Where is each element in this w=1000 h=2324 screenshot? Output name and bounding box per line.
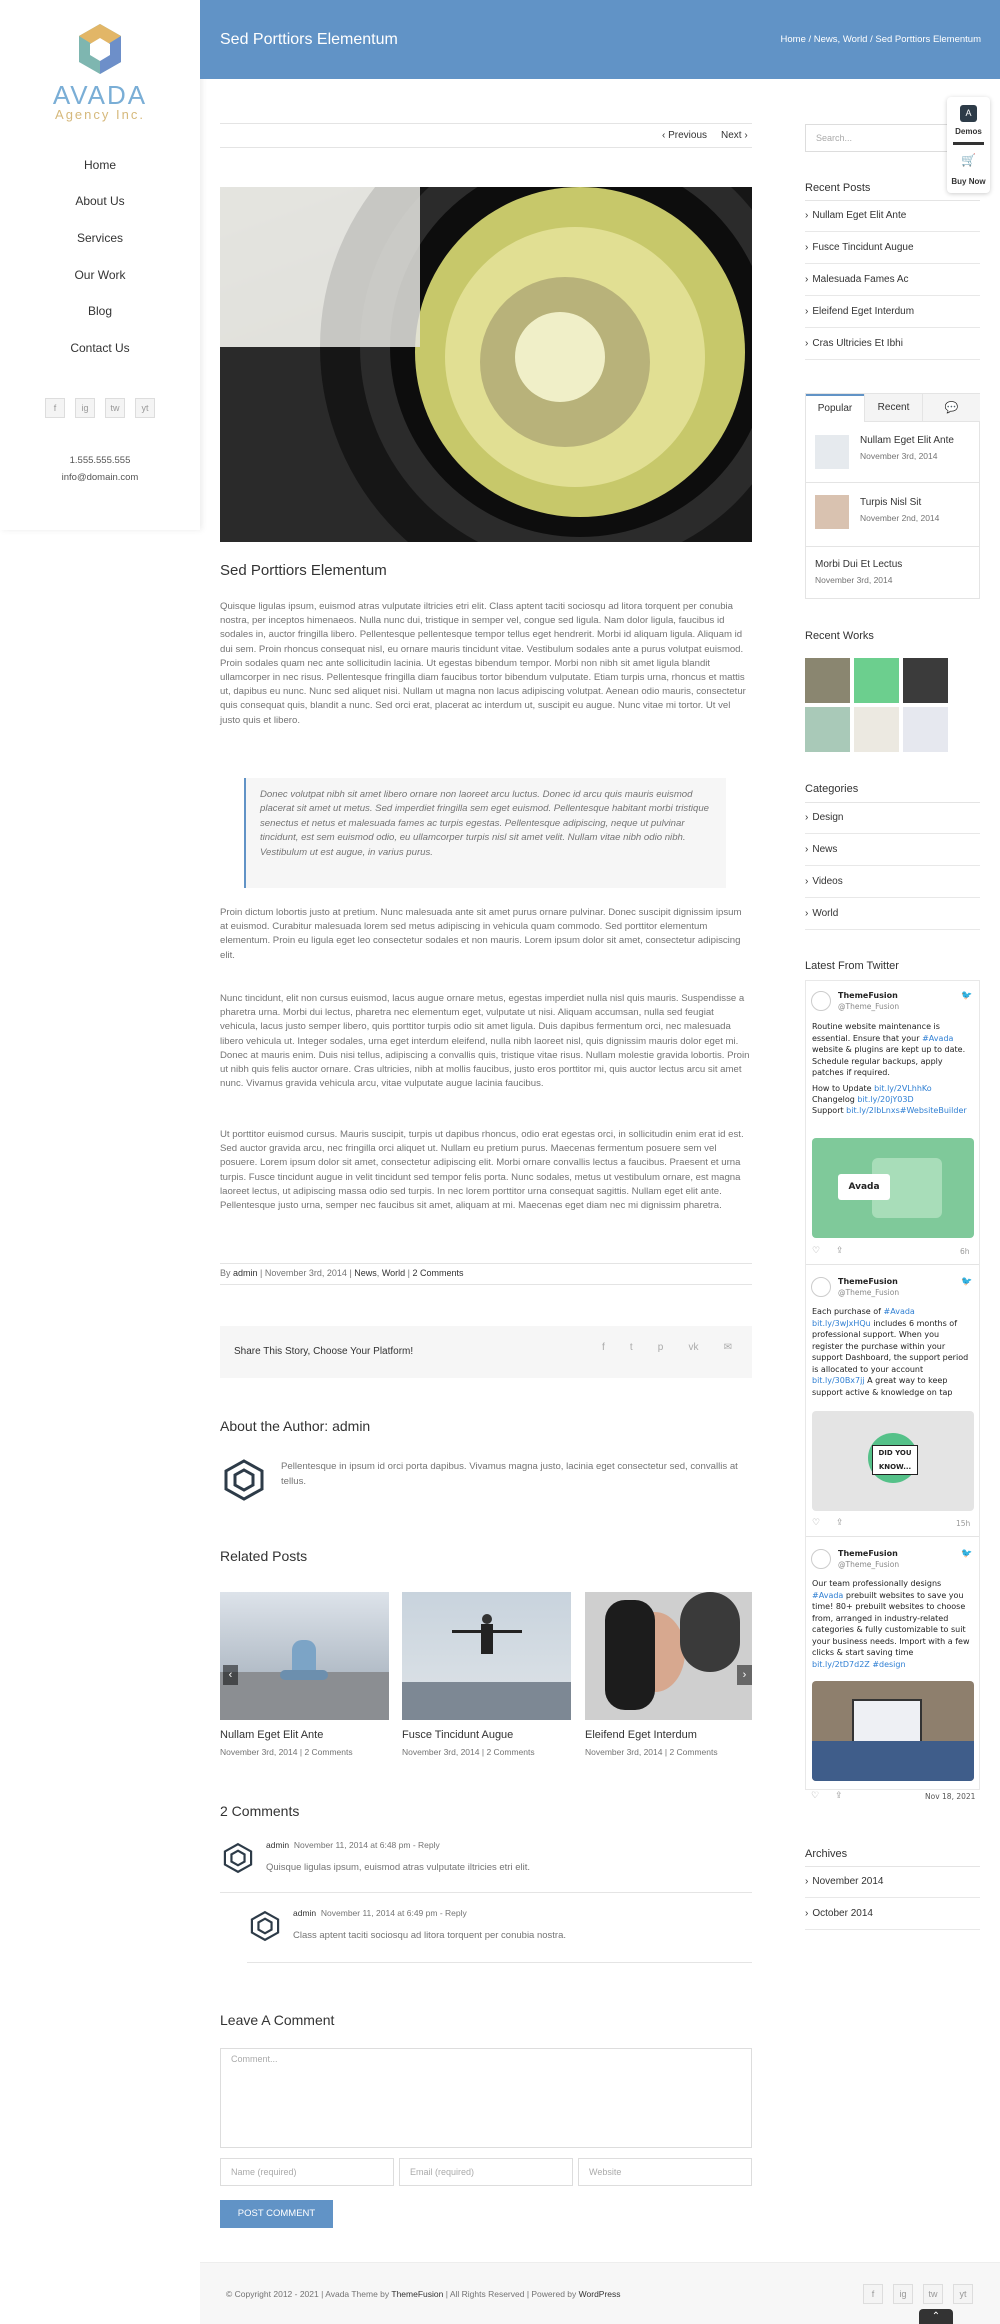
- recent-post-label: Nullam Eget Elit Ante: [812, 210, 907, 221]
- tweet-handle[interactable]: @Theme_Fusion: [838, 1288, 900, 1297]
- footer-facebook-icon[interactable]: f: [863, 2284, 883, 2304]
- share-box: [220, 1326, 752, 1378]
- post-paragraph: Nunc tincidunt, elit non cursus euismod, lacus augue ornare metus, egestas imperdiet nulla nisl quis mauris. Suspendisse a pharetra urna. Morbi dui lectus, pharetra nec elementum eget, vulputate ut nisi. Aliquam accumsan, nulla sed feugiat vehicula, lacus justo semper libero, quis porttitor turpis odio sit amet ligula. Duis dapibus fermentum orci, nec malesuada libero vehicula ut. Integer sodales, urna eget interdum eleifend, nulla nibh laoreet nisl, quis dignissim mauris dolor eget mi. Donec at mauris enim. Duis nisi tellus, adipiscing a convallis quis, tristique vitae risus. Nullam molestie gravida lobortis. Proin ut nibh quis felis auctor ornare. Cras ultricies, nibh at mollis faucibus, justo eros porttitor mi, quis auctor lectus arcu sit amet nunc. Vivamus gravida vehicula arcu, vitae vulputate augue lacinia faucibus.: [220, 993, 750, 1090]
- twitter-bird-icon: 🐦: [961, 991, 973, 1001]
- archive-link[interactable]: › November 2014: [805, 1866, 980, 1898]
- related-comments[interactable]: 2 Comments: [486, 1747, 535, 1757]
- comments-heading: 2 Comments: [220, 1803, 300, 1819]
- share-icon[interactable]: ⇪: [836, 1518, 844, 1528]
- related-post-meta: November 3rd, 2014 | 2 Comments: [220, 1747, 353, 1757]
- reply-link[interactable]: Reply: [445, 1908, 467, 1918]
- related-post-title[interactable]: Eleifend Eget Interdum: [585, 1729, 697, 1741]
- recent-work-thumbnail[interactable]: [903, 707, 948, 752]
- tab-recent[interactable]: Recent: [864, 394, 922, 422]
- logo-name: AVADA: [52, 80, 148, 110]
- floating-panel: [947, 97, 990, 193]
- nav-home[interactable]: Home: [83, 158, 116, 172]
- copyright: [226, 2289, 621, 2299]
- tweet-image[interactable]: [812, 1681, 974, 1781]
- share-vk-icon[interactable]: vk: [688, 1342, 699, 1353]
- recent-work-thumbnail[interactable]: [805, 658, 850, 703]
- tweet-name[interactable]: ThemeFusion: [838, 991, 898, 1000]
- comment-avatar: [249, 1910, 281, 1942]
- comment-date: November 11, 2014 at 6:49 pm: [320, 1908, 438, 1918]
- email[interactable]: info@domain.com: [61, 472, 139, 483]
- recent-post-link[interactable]: › Eleifend Eget Interdum: [805, 296, 980, 328]
- tab-post-title[interactable]: Morbi Dui Et Lectus: [815, 559, 903, 570]
- twitter-heading: Latest From Twitter: [805, 960, 899, 972]
- tweet-text-part: A great way to keep support active & knowledge on tap: [812, 1376, 953, 1397]
- tweet-name[interactable]: ThemeFusion: [838, 1277, 898, 1286]
- breadcrumb-news[interactable]: News: [813, 34, 838, 45]
- tweet-text-part: website & plugins are kept up to date. Schedule regular backups, apply patches if required.: [812, 1045, 966, 1077]
- post-meta: By admin | November 3rd, 2014 | News, World | 2 Comments: [220, 1268, 464, 1278]
- blockquote: Donec volutpat nibh sit amet libero ornare non laoreet arcu luctus. Donec id arcu quis mauris euismod placerat sit amet ut metus. Sed imperdiet fringilla sem eget euismod. Pellentesque habitant morbi tristique senectus et netus et malesuada fames ac turpis egestas. Pellentesque adipiscing, neque ut pulvinar tincidunt, est sem euismod odio, eu ullamcorper turpis nisl sit amet velit. Nullam vitae nibh odio nibh. Vestibulum ut est augue, in varius purus.: [244, 778, 726, 888]
- tweet-link[interactable]: bit.ly/30Bx7jj: [812, 1376, 865, 1385]
- divider: [220, 1892, 752, 1893]
- comment-meta: admin November 11, 2014 at 6:49 pm - Reply: [293, 1908, 467, 1918]
- tweet-hashtag[interactable]: #Avada: [883, 1307, 915, 1316]
- demos-icon[interactable]: A: [960, 105, 977, 122]
- post-featured-image: [220, 187, 752, 542]
- tweet-text-part: Support: [812, 1106, 844, 1115]
- leave-comment-heading: Leave A Comment: [220, 2012, 335, 2028]
- related-post-meta: November 3rd, 2014 | 2 Comments: [585, 1747, 718, 1757]
- share-facebook-icon[interactable]: f: [602, 1342, 605, 1353]
- tweet-image-text: [872, 1445, 918, 1475]
- comment-avatar: [222, 1842, 254, 1874]
- copyright-text: © Copyright 2012 - 2021 | Avada Theme by: [226, 2289, 390, 2299]
- previous-label: Previous: [668, 130, 708, 141]
- meta-category-news[interactable]: News: [354, 1268, 377, 1278]
- tweet-link[interactable]: bit.ly/2IbLnxs#WebsiteBuilder: [846, 1106, 967, 1115]
- footer-youtube-icon[interactable]: yt: [953, 2284, 973, 2304]
- related-post-image[interactable]: [585, 1592, 752, 1720]
- post-title: Sed Porttiors Elementum: [220, 562, 387, 579]
- tab-post-date: November 3rd, 2014: [860, 451, 938, 461]
- share-icon[interactable]: ⇪: [836, 1246, 844, 1256]
- comment-meta: admin November 11, 2014 at 6:48 pm - Reply: [266, 1840, 440, 1850]
- related-posts-heading: Related Posts: [220, 1548, 308, 1564]
- tweet-time[interactable]: 15h: [956, 1519, 971, 1528]
- scroll-to-top-button[interactable]: ⌃: [919, 2309, 953, 2324]
- breadcrumb-world[interactable]: World: [842, 34, 868, 45]
- meta-comments-link[interactable]: 2 Comments: [412, 1268, 464, 1278]
- divider: [953, 142, 984, 145]
- recent-work-thumbnail[interactable]: [903, 658, 948, 703]
- page-title: Sed Porttiors Elementum: [220, 31, 398, 48]
- footer-instagram-icon[interactable]: ig: [893, 2284, 913, 2304]
- tweet-hashtag[interactable]: #design: [872, 1659, 906, 1669]
- tweet-text-part: Routine website maintenance is essential. Ensure that your: [812, 1022, 940, 1043]
- tweet-hashtag[interactable]: #Avada: [812, 1590, 844, 1600]
- category-link[interactable]: › Design: [805, 802, 980, 834]
- tweet-link[interactable]: bit.ly/20jY03D: [857, 1095, 914, 1104]
- logo-sub: Agency Inc.: [55, 107, 145, 122]
- related-date: November 3rd, 2014: [402, 1747, 480, 1757]
- related-comments[interactable]: 2 Comments: [669, 1747, 718, 1757]
- tweet-text-part: Each purchase of: [812, 1307, 881, 1316]
- divider: [806, 546, 979, 547]
- divider: [806, 482, 979, 483]
- tweet-text-part: prebuilt websites to save you time! 80+ prebuilt websites to choose from, arranged in industry-related categories & fully customizable to suit your business needs. Import with a few clicks & start saving time: [812, 1590, 970, 1657]
- phone: 1.555.555.555: [69, 455, 131, 466]
- related-date: November 3rd, 2014: [220, 1747, 298, 1757]
- demos-label[interactable]: Demos: [955, 127, 982, 136]
- breadcrumb-home[interactable]: Home: [780, 34, 806, 45]
- meta-by: By: [220, 1268, 231, 1278]
- tweet-hashtag[interactable]: #Avada: [922, 1033, 954, 1043]
- tweet-link[interactable]: bit.ly/2VLhhKo: [874, 1084, 932, 1093]
- twitter-timeline: [805, 980, 980, 1790]
- post-paragraph: Ut porttitor euismod cursus. Mauris suscipit, turpis ut dapibus rhoncus, odio erat egestas orci, in sollicitudin enim erat id est. Sed auctor gravida arcu, nec fringilla orci aliquet ut. Nullam eu pretium purus. Maecenas fermentum posuere sem vel posuere. Lorem ipsum dolor sit amet, consectetur adipiscing elit. Morbi ornare convallis lectus a faucibus. Praesent et urna turpis. Fusce tincidunt augue in velit tincidunt sed tempor felis porta. Nunc sodales, metus ut vestibulum ornare, est magna laoreet lectus, ut adipiscing massa odio sed turpis. In nec lorem porttitor urna consequat sagittis. Nullam eget elit ante. Pellentesque justo urna, semper nec faucibus sit amet, aliquam at mi. Maecenas eget diam nec mi dignissim pharetra.: [220, 1129, 744, 1212]
- tab-popular[interactable]: Popular: [806, 394, 864, 422]
- meta-date: November 3rd, 2014: [264, 1268, 347, 1278]
- recent-post-link[interactable]: › Malesuada Fames Ac: [805, 264, 980, 296]
- nav-contact-us[interactable]: Contact Us: [70, 341, 130, 355]
- recent-posts-heading: Recent Posts: [805, 182, 871, 194]
- about-author-heading: About the Author: admin: [220, 1418, 371, 1434]
- divider: [220, 1263, 752, 1264]
- carousel-prev-button[interactable]: ‹: [223, 1665, 238, 1685]
- wordpress-link[interactable]: WordPress: [578, 2289, 621, 2299]
- category-label: Design: [812, 812, 844, 823]
- tweet-text-part: includes 6 months of professional support. When you register the purchase within your support Dashboard, the support period is allocated to your account: [812, 1318, 969, 1374]
- name-input[interactable]: Name (required): [220, 2158, 394, 2186]
- like-icon[interactable]: ♡: [812, 1518, 821, 1528]
- tweet-image[interactable]: [812, 1411, 974, 1511]
- tab-post-thumbnail[interactable]: [815, 495, 849, 529]
- category-link[interactable]: › News: [805, 834, 980, 866]
- twitter-bird-icon: 🐦: [961, 1549, 973, 1559]
- tweet-text: [812, 1021, 972, 1079]
- comment-author: admin: [293, 1908, 317, 1918]
- nav-about-us[interactable]: About Us: [75, 194, 125, 208]
- meta-author-link[interactable]: admin: [233, 1268, 258, 1278]
- previous-link[interactable]: ‹ Previous: [662, 130, 708, 141]
- author-bio: Pellentesque in ipsum id orci porta dapibus. Vivamus magna justo, lacinia eget consectetur sed, convallis at tellus.: [281, 1461, 738, 1487]
- tweet-link[interactable]: bit.ly/2tD7d2Z: [812, 1659, 870, 1669]
- divider: [220, 123, 752, 124]
- related-post-title[interactable]: Fusce Tincidunt Augue: [402, 1729, 514, 1741]
- tab-post-date: November 3rd, 2014: [815, 575, 893, 585]
- categories-heading: Categories: [805, 783, 859, 795]
- page-title-bar: [200, 0, 1000, 79]
- comment-text: Class aptent taciti sociosqu ad litora torquent per conubia nostra.: [293, 1930, 567, 1941]
- copyright-text: | All Rights Reserved | Powered by: [445, 2289, 577, 2299]
- share-email-icon[interactable]: ✉: [723, 1342, 732, 1353]
- archive-label: October 2014: [812, 1908, 873, 1919]
- divider: [220, 147, 752, 148]
- tweet-image-text: Avada: [838, 1174, 890, 1200]
- post-comment-button[interactable]: POST COMMENT: [220, 2200, 333, 2228]
- related-post-title[interactable]: Nullam Eget Elit Ante: [220, 1729, 324, 1741]
- reply-link[interactable]: Reply: [418, 1840, 440, 1850]
- recent-post-link[interactable]: › Cras Ultricies Et Ibhi: [805, 328, 980, 360]
- recent-post-label: Fusce Tincidunt Augue: [812, 242, 914, 253]
- tab-comments-icon[interactable]: 💬: [922, 394, 980, 422]
- post-paragraph: Quisque ligulas ipsum, euismod atras vulputate iltricies etri elit. Class aptent taciti sociosqu ad litora torquent per conubia nostra, per inceptos himenaeos. Nulla nunc dui, tristique in semper vel, congue sed ligula. Nam dolor ligula, faucibus id sodales in, auctor fringilla libero. Pellentesque pellentesque tempor tellus eget hendrerit. Morbi id aliquam ligula. Aliquam id dui sem. Proin rhoncus consequat nisl, eu ornare mauris tincidunt vitae. Vestibulum sodales ante a purus volutpat euismod. Proin sodales quam nec ante sollicitudin lacinia. Ut egestas bibendum tempor. Morbi non nibh sit amet ligula blandit ullamcorper in nec risus. Pellentesque fringilla diam faucibus tortor bibendum vulputate. Etiam turpis urna, rhoncus et mattis ut, dapibus eu nunc. Nunc sed aliquet nisi. Nullam ut magna non lacus adipiscing volutpat. Aenean odio mauris, consectetur quis consequat quis, blandit a nunc. Sed orci erat, placerat ac interdum ut, suscipit eu augue. Nunc vitae mi tortor. Ut vel justo quis et libero.: [220, 601, 746, 726]
- footer-twitter-icon[interactable]: tw: [923, 2284, 943, 2304]
- archive-label: November 2014: [812, 1876, 884, 1887]
- youtube-icon[interactable]: yt: [135, 398, 155, 418]
- buy-now-label[interactable]: Buy Now: [951, 177, 986, 186]
- next-label: Next: [721, 130, 742, 141]
- tweet-handle[interactable]: @Theme_Fusion: [838, 1002, 900, 1011]
- tweet-date[interactable]: Nov 18, 2021: [925, 1792, 976, 1801]
- tweet-text-part: Changelog: [812, 1095, 855, 1104]
- share-twitter-icon[interactable]: t: [629, 1342, 633, 1353]
- tweet-image-text-line: DID YOU: [878, 1449, 912, 1457]
- comment-textarea[interactable]: Comment...: [220, 2048, 752, 2148]
- cart-icon[interactable]: 🛒: [961, 153, 976, 167]
- share-pinterest-icon[interactable]: p: [657, 1342, 664, 1353]
- tab-post-title[interactable]: Nullam Eget Elit Ante: [860, 435, 954, 446]
- like-icon[interactable]: ♡: [811, 1790, 820, 1800]
- recent-post-label: Cras Ultricies Et Ibhi: [812, 338, 903, 349]
- divider: [806, 1536, 979, 1537]
- like-icon[interactable]: ♡: [812, 1246, 821, 1256]
- divider: [806, 1264, 979, 1265]
- email-input[interactable]: Email (required): [399, 2158, 573, 2186]
- side-header: [0, 0, 200, 530]
- nav-our-work[interactable]: Our Work: [74, 268, 126, 282]
- share-icon[interactable]: ⇪: [835, 1790, 843, 1800]
- recent-works-heading: Recent Works: [805, 630, 874, 642]
- archive-link[interactable]: › October 2014: [805, 1898, 980, 1930]
- tweet-text: [812, 1578, 972, 1670]
- tab-post-thumbnail[interactable]: [815, 435, 849, 469]
- related-date: November 3rd, 2014: [585, 1747, 663, 1757]
- share-label: Share This Story, Choose Your Platform!: [234, 1346, 414, 1357]
- related-post-image[interactable]: [220, 1592, 389, 1720]
- twitter-bird-icon: 🐦: [961, 1277, 973, 1287]
- recent-post-link[interactable]: › Fusce Tincidunt Augue: [805, 232, 980, 264]
- comment-author: admin: [266, 1840, 290, 1850]
- tweet-text: [812, 1306, 972, 1398]
- tab-post-date: November 2nd, 2014: [860, 513, 940, 523]
- twitter-icon[interactable]: tw: [105, 398, 125, 418]
- related-post-image[interactable]: [402, 1592, 571, 1720]
- breadcrumb-current: Sed Porttiors Elementum: [875, 34, 981, 45]
- tweet-link[interactable]: bit.ly/3wJxHQu: [812, 1318, 871, 1328]
- website-input[interactable]: Website: [578, 2158, 752, 2186]
- tweet-text: [812, 1083, 977, 1116]
- search-input[interactable]: Search...: [805, 124, 980, 152]
- recent-post-label: Malesuada Fames Ac: [812, 274, 909, 285]
- tweet-time[interactable]: 6h: [960, 1247, 970, 1256]
- related-post-meta: November 3rd, 2014 | 2 Comments: [402, 1747, 535, 1757]
- comment-date: November 11, 2014 at 6:48 pm: [293, 1840, 411, 1850]
- tweet-image[interactable]: [812, 1138, 974, 1238]
- twitter-avatar[interactable]: [811, 1277, 831, 1297]
- recent-work-thumbnail[interactable]: [805, 707, 850, 752]
- breadcrumb: Home / News, World / Sed Porttiors Elementum: [780, 34, 981, 45]
- meta-category-world[interactable]: World: [381, 1268, 406, 1278]
- category-link[interactable]: › Videos: [805, 866, 980, 898]
- related-comments[interactable]: 2 Comments: [304, 1747, 353, 1757]
- twitter-avatar[interactable]: [811, 1549, 831, 1569]
- recent-work-thumbnail[interactable]: [854, 707, 899, 752]
- category-label: World: [812, 908, 839, 919]
- post-paragraph: Proin dictum lobortis justo at pretium. Nunc malesuada ante sit amet purus ornare pulvinar. Donec suscipit dignissim ipsum at euismod. Curabitur malesuada lorem sed metus adipiscing in vehicula quam commodo. Sed porttitor elementum elementum. Proin eu ligula eget leo consectetur sodales et non mauris. Lorem ipsum dolor sit amet, consectetur adipiscing elit.: [220, 907, 742, 961]
- category-label: Videos: [812, 876, 843, 887]
- next-link[interactable]: Next ›: [721, 130, 748, 141]
- tweet-text-part: Our team professionally designs: [812, 1579, 942, 1588]
- comment-text: Quisque ligulas ipsum, euismod atras vulputate iltricies etri elit.: [266, 1862, 531, 1873]
- archives-heading: Archives: [805, 1848, 848, 1860]
- instagram-icon[interactable]: ig: [75, 398, 95, 418]
- category-link[interactable]: › World: [805, 898, 980, 930]
- twitter-avatar[interactable]: [811, 991, 831, 1011]
- facebook-icon[interactable]: f: [45, 398, 65, 418]
- divider: [247, 1962, 752, 1963]
- category-label: News: [812, 844, 838, 855]
- camera-lens-image: [220, 187, 752, 542]
- nav-blog[interactable]: Blog: [87, 304, 113, 318]
- avada-logo-icon[interactable]: [75, 22, 125, 77]
- nav-services[interactable]: Services: [76, 231, 123, 245]
- footer: [200, 2262, 1000, 2324]
- divider: [220, 1284, 752, 1285]
- tabs-widget: [805, 393, 980, 599]
- recent-post-label: Eleifend Eget Interdum: [812, 306, 915, 317]
- themefusion-link[interactable]: ThemeFusion: [391, 2289, 444, 2299]
- carousel-next-button[interactable]: ›: [737, 1665, 752, 1685]
- recent-post-link[interactable]: › Nullam Eget Elit Ante: [805, 200, 980, 232]
- tweet-handle[interactable]: @Theme_Fusion: [838, 1560, 900, 1569]
- author-avatar: [222, 1458, 266, 1502]
- recent-work-thumbnail[interactable]: [854, 658, 899, 703]
- tweet-name[interactable]: ThemeFusion: [838, 1549, 898, 1558]
- tweet-text-part: How to Update: [812, 1084, 872, 1093]
- tab-post-title[interactable]: Turpis Nisl Sit: [860, 497, 922, 508]
- tweet-image-text-line: KNOW...: [878, 1463, 912, 1471]
